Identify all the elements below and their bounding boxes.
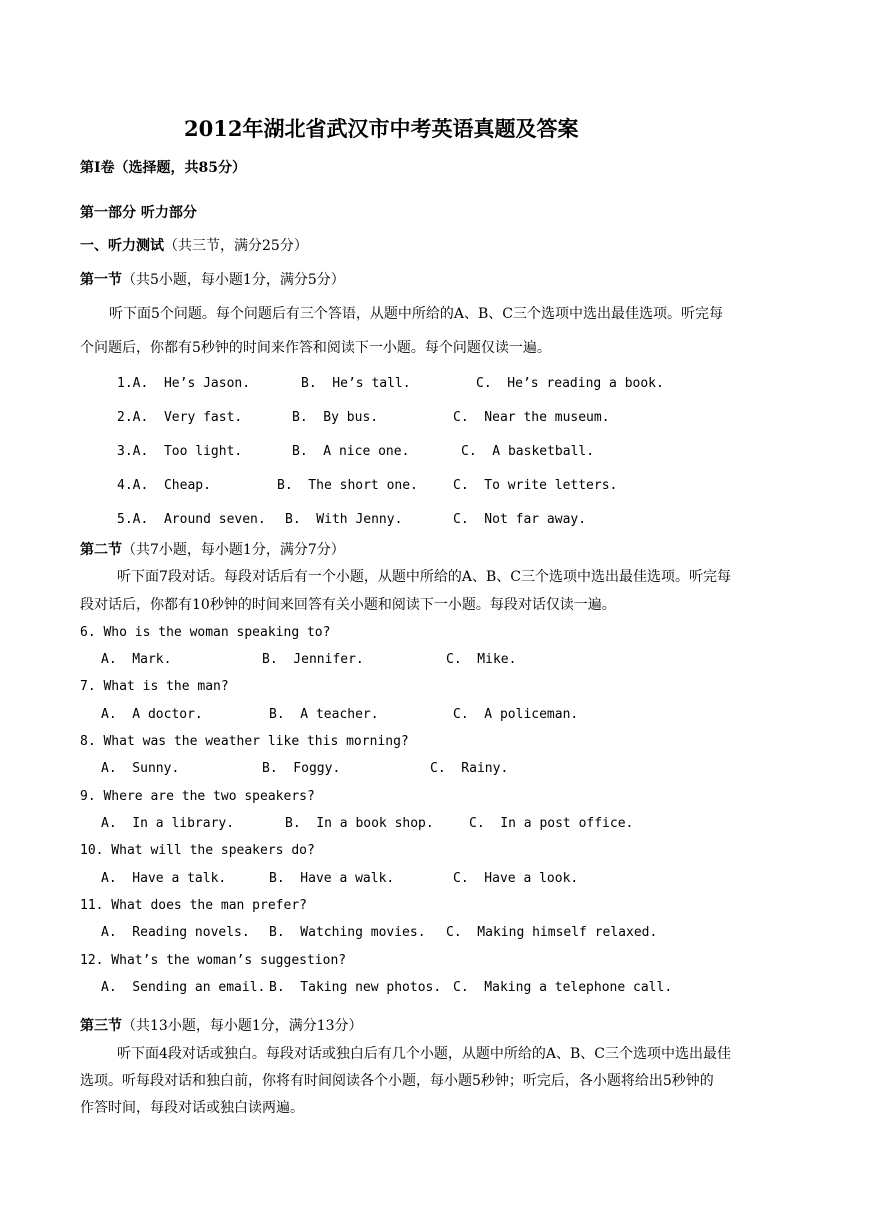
s2-q6-stem: 6. Who is the woman speaking to? <box>80 625 331 640</box>
s2-q7-stem: 7. What is the man? <box>80 679 229 694</box>
section1-heading <box>80 273 345 287</box>
s1-q4-option-c: C. To write letters. <box>453 478 618 493</box>
section2-heading-label: 第二节 <box>80 542 122 558</box>
s2-q12-option-c: C. Making a telephone call. <box>453 980 673 995</box>
s2-q9-option-c: C. In a post office. <box>469 816 634 831</box>
section1-heading-label: 第一节 <box>80 272 122 288</box>
s2-q8-option-b: B. Foggy. <box>262 761 341 776</box>
s1-q3-option-c: C. A basketball. <box>461 444 595 459</box>
listening-heading <box>80 239 308 253</box>
s2-q9-option-b: B. In a book shop. <box>285 816 434 831</box>
section3-instructions-line3: 作答时间，每段对话或独白读两遍。 <box>80 1100 304 1116</box>
section3-instructions-line2: 选项。听每段对话和独白前，你将有时间阅读各个小题，每小题5秒钟；听完后，各小题将给出5秒钟的 <box>80 1073 714 1089</box>
s1-q3-option-a: 3.A. Too light. <box>117 444 243 459</box>
s2-q7-option-c: C. A policeman. <box>453 707 579 722</box>
listening-heading-label: 一、听力测试 <box>80 238 164 254</box>
page-title: 2012年湖北省武汉市中考英语真题及答案 <box>184 116 579 141</box>
s1-q5-option-a: 5.A. Around seven. <box>117 512 266 527</box>
s2-q6-option-b: B. Jennifer. <box>262 652 364 667</box>
s2-q9-option-a: A. In a library. <box>101 816 235 831</box>
s1-q5-option-b: B. With Jenny. <box>285 512 403 527</box>
s2-q11-option-a: A. Reading novels. <box>101 925 250 940</box>
s1-q2-option-c: C. Near the museum. <box>453 410 610 425</box>
s2-q10-option-b: B. Have a walk. <box>269 871 395 886</box>
section3-instructions-line1: 听下面4段对话或独白。每段对话或独白后有几个小题，从题中所给的A、B、C三个选项中选出最佳 <box>117 1046 732 1062</box>
section2-instructions-line2: 段对话后，你都有10秒钟的时间来回答有关小题和阅读下一小题。每段对话仅读一遍。 <box>80 597 616 613</box>
s2-q8-stem: 8. What was the weather like this morning? <box>80 734 409 749</box>
section1-instructions-line1: 听下面5个问题。每个问题后有三个答语，从题中所给的A、B、C三个选项中选出最佳选项。听完每 <box>109 306 724 322</box>
volume-heading: 第Ⅰ卷（选择题，共85分） <box>80 160 247 176</box>
s2-q8-option-c: C. Rainy. <box>430 761 509 776</box>
section1-instructions-line2: 个问题后，你都有5秒钟的时间来作答和阅读下一小题。每个问题仅读一遍。 <box>80 340 551 356</box>
s2-q11-option-b: B. Watching movies. <box>269 925 426 940</box>
s2-q12-stem: 12. What’s the woman’s suggestion? <box>80 953 347 968</box>
section3-heading-label: 第三节 <box>80 1018 122 1034</box>
s2-q12-option-b: B. Taking new photos. <box>269 980 442 995</box>
s1-q1-option-a: 1.A. He’s Jason. <box>117 376 251 391</box>
s2-q6-option-c: C. Mike. <box>446 652 517 667</box>
s2-q8-option-a: A. Sunny. <box>101 761 180 776</box>
s2-q12-option-a: A. Sending an email. <box>101 980 266 995</box>
s2-q9-stem: 9. Where are the two speakers? <box>80 789 315 804</box>
s1-q2-option-a: 2.A. Very fast. <box>117 410 243 425</box>
section2-heading <box>80 543 345 557</box>
s2-q10-option-c: C. Have a look. <box>453 871 579 886</box>
s2-q11-option-c: C. Making himself relaxed. <box>446 925 658 940</box>
s1-q1-option-b: B. He’s tall. <box>301 376 411 391</box>
s2-q10-stem: 10. What will the speakers do? <box>80 843 315 858</box>
part-heading: 第一部分 听力部分 <box>80 205 197 221</box>
section3-heading-note: （共13小题，每小题1分，满分13分） <box>122 1018 363 1034</box>
section2-heading-note: （共7小题，每小题1分，满分7分） <box>122 542 345 558</box>
section3-heading <box>80 1019 363 1033</box>
s2-q10-option-a: A. Have a talk. <box>101 871 227 886</box>
s1-q3-option-b: B. A nice one. <box>292 444 410 459</box>
s2-q6-option-a: A. Mark. <box>101 652 172 667</box>
s1-q2-option-b: B. By bus. <box>292 410 379 425</box>
s1-q1-option-c: C. He’s reading a book. <box>476 376 664 391</box>
s1-q4-option-a: 4.A. Cheap. <box>117 478 211 493</box>
s2-q11-stem: 11. What does the man prefer? <box>80 898 307 913</box>
section1-heading-note: （共5小题，每小题1分，满分5分） <box>122 272 345 288</box>
s2-q7-option-b: B. A teacher. <box>269 707 379 722</box>
s1-q5-option-c: C. Not far away. <box>453 512 587 527</box>
s2-q7-option-a: A. A doctor. <box>101 707 203 722</box>
section2-instructions-line1: 听下面7段对话。每段对话后有一个小题，从题中所给的A、B、C三个选项中选出最佳选项。听完每 <box>117 569 732 585</box>
listening-heading-note: （共三节，满分25分） <box>164 238 308 254</box>
s1-q4-option-b: B. The short one. <box>277 478 418 493</box>
